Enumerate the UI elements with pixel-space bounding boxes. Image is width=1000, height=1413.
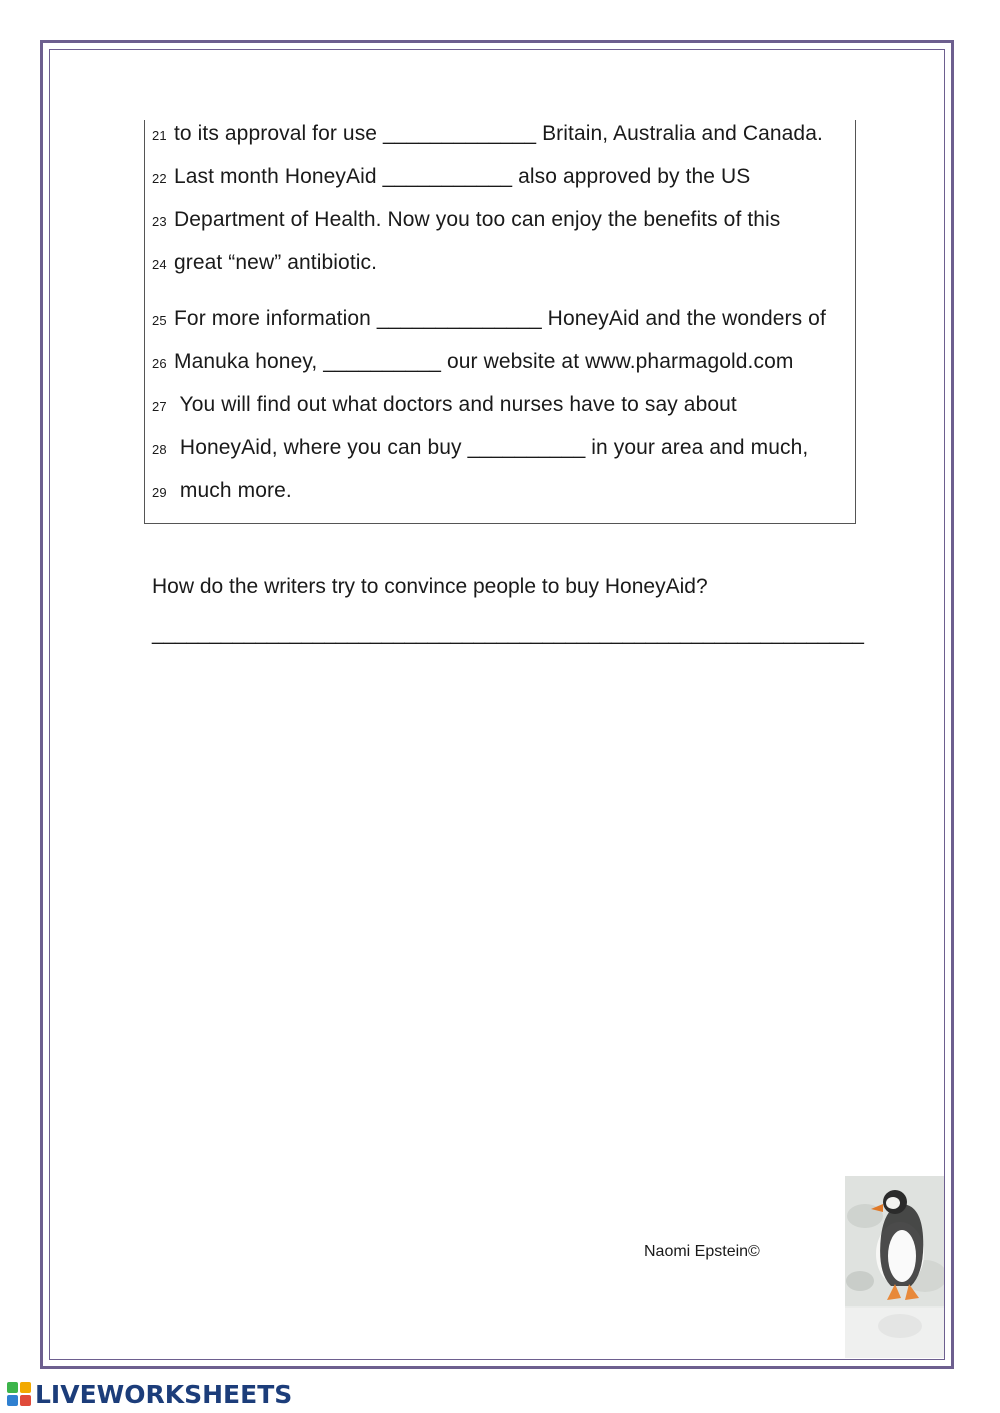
line-text: much more. bbox=[174, 479, 292, 502]
passage-line-24 bbox=[152, 251, 377, 275]
passage-line-29 bbox=[152, 479, 292, 503]
line-number: 23 bbox=[152, 214, 167, 229]
passage-line-27 bbox=[152, 393, 737, 417]
line-text: Manuka honey, __________ our website at www.pharmagold.com bbox=[174, 350, 794, 373]
line-number: 21 bbox=[152, 128, 167, 143]
passage-line-26 bbox=[152, 350, 793, 374]
line-number: 24 bbox=[152, 257, 167, 272]
line-number: 28 bbox=[152, 442, 167, 457]
line-text: For more information ______________ HoneyAid and the wonders of bbox=[174, 307, 826, 330]
line-text: HoneyAid, where you can buy __________ in your area and much, bbox=[174, 436, 809, 459]
passage-line-22 bbox=[152, 165, 750, 189]
line-number: 27 bbox=[152, 399, 167, 414]
passage-line-23 bbox=[152, 208, 780, 232]
logo-text: LIVEWORKSHEETS bbox=[35, 1379, 293, 1409]
question-text: How do the writers try to convince people to buy HoneyAid? bbox=[152, 575, 708, 598]
passage-line-28 bbox=[152, 436, 808, 460]
line-number: 25 bbox=[152, 313, 167, 328]
line-number: 22 bbox=[152, 171, 167, 186]
line-text: Department of Health. Now you too can enjoy the benefits of this bbox=[174, 208, 781, 231]
author-credit: Naomi Epstein© bbox=[644, 1243, 760, 1260]
answer-blank[interactable]: ______________________________________________________________ bbox=[152, 622, 864, 645]
passage-line-21 bbox=[152, 122, 823, 146]
passage-line-25 bbox=[152, 307, 826, 331]
line-number: 29 bbox=[152, 485, 167, 500]
logo-blocks-icon bbox=[6, 1381, 32, 1407]
line-text: You will find out what doctors and nurses have to say about bbox=[174, 393, 737, 416]
line-text: Last month HoneyAid ___________ also approved by the US bbox=[174, 165, 751, 188]
line-text: to its approval for use _____________ Britain, Australia and Canada. bbox=[174, 122, 823, 145]
line-text: great “new” antibiotic. bbox=[174, 251, 378, 274]
line-number: 26 bbox=[152, 356, 167, 371]
puffin-photo bbox=[845, 1176, 944, 1358]
liveworksheets-logo[interactable] bbox=[6, 1379, 292, 1409]
